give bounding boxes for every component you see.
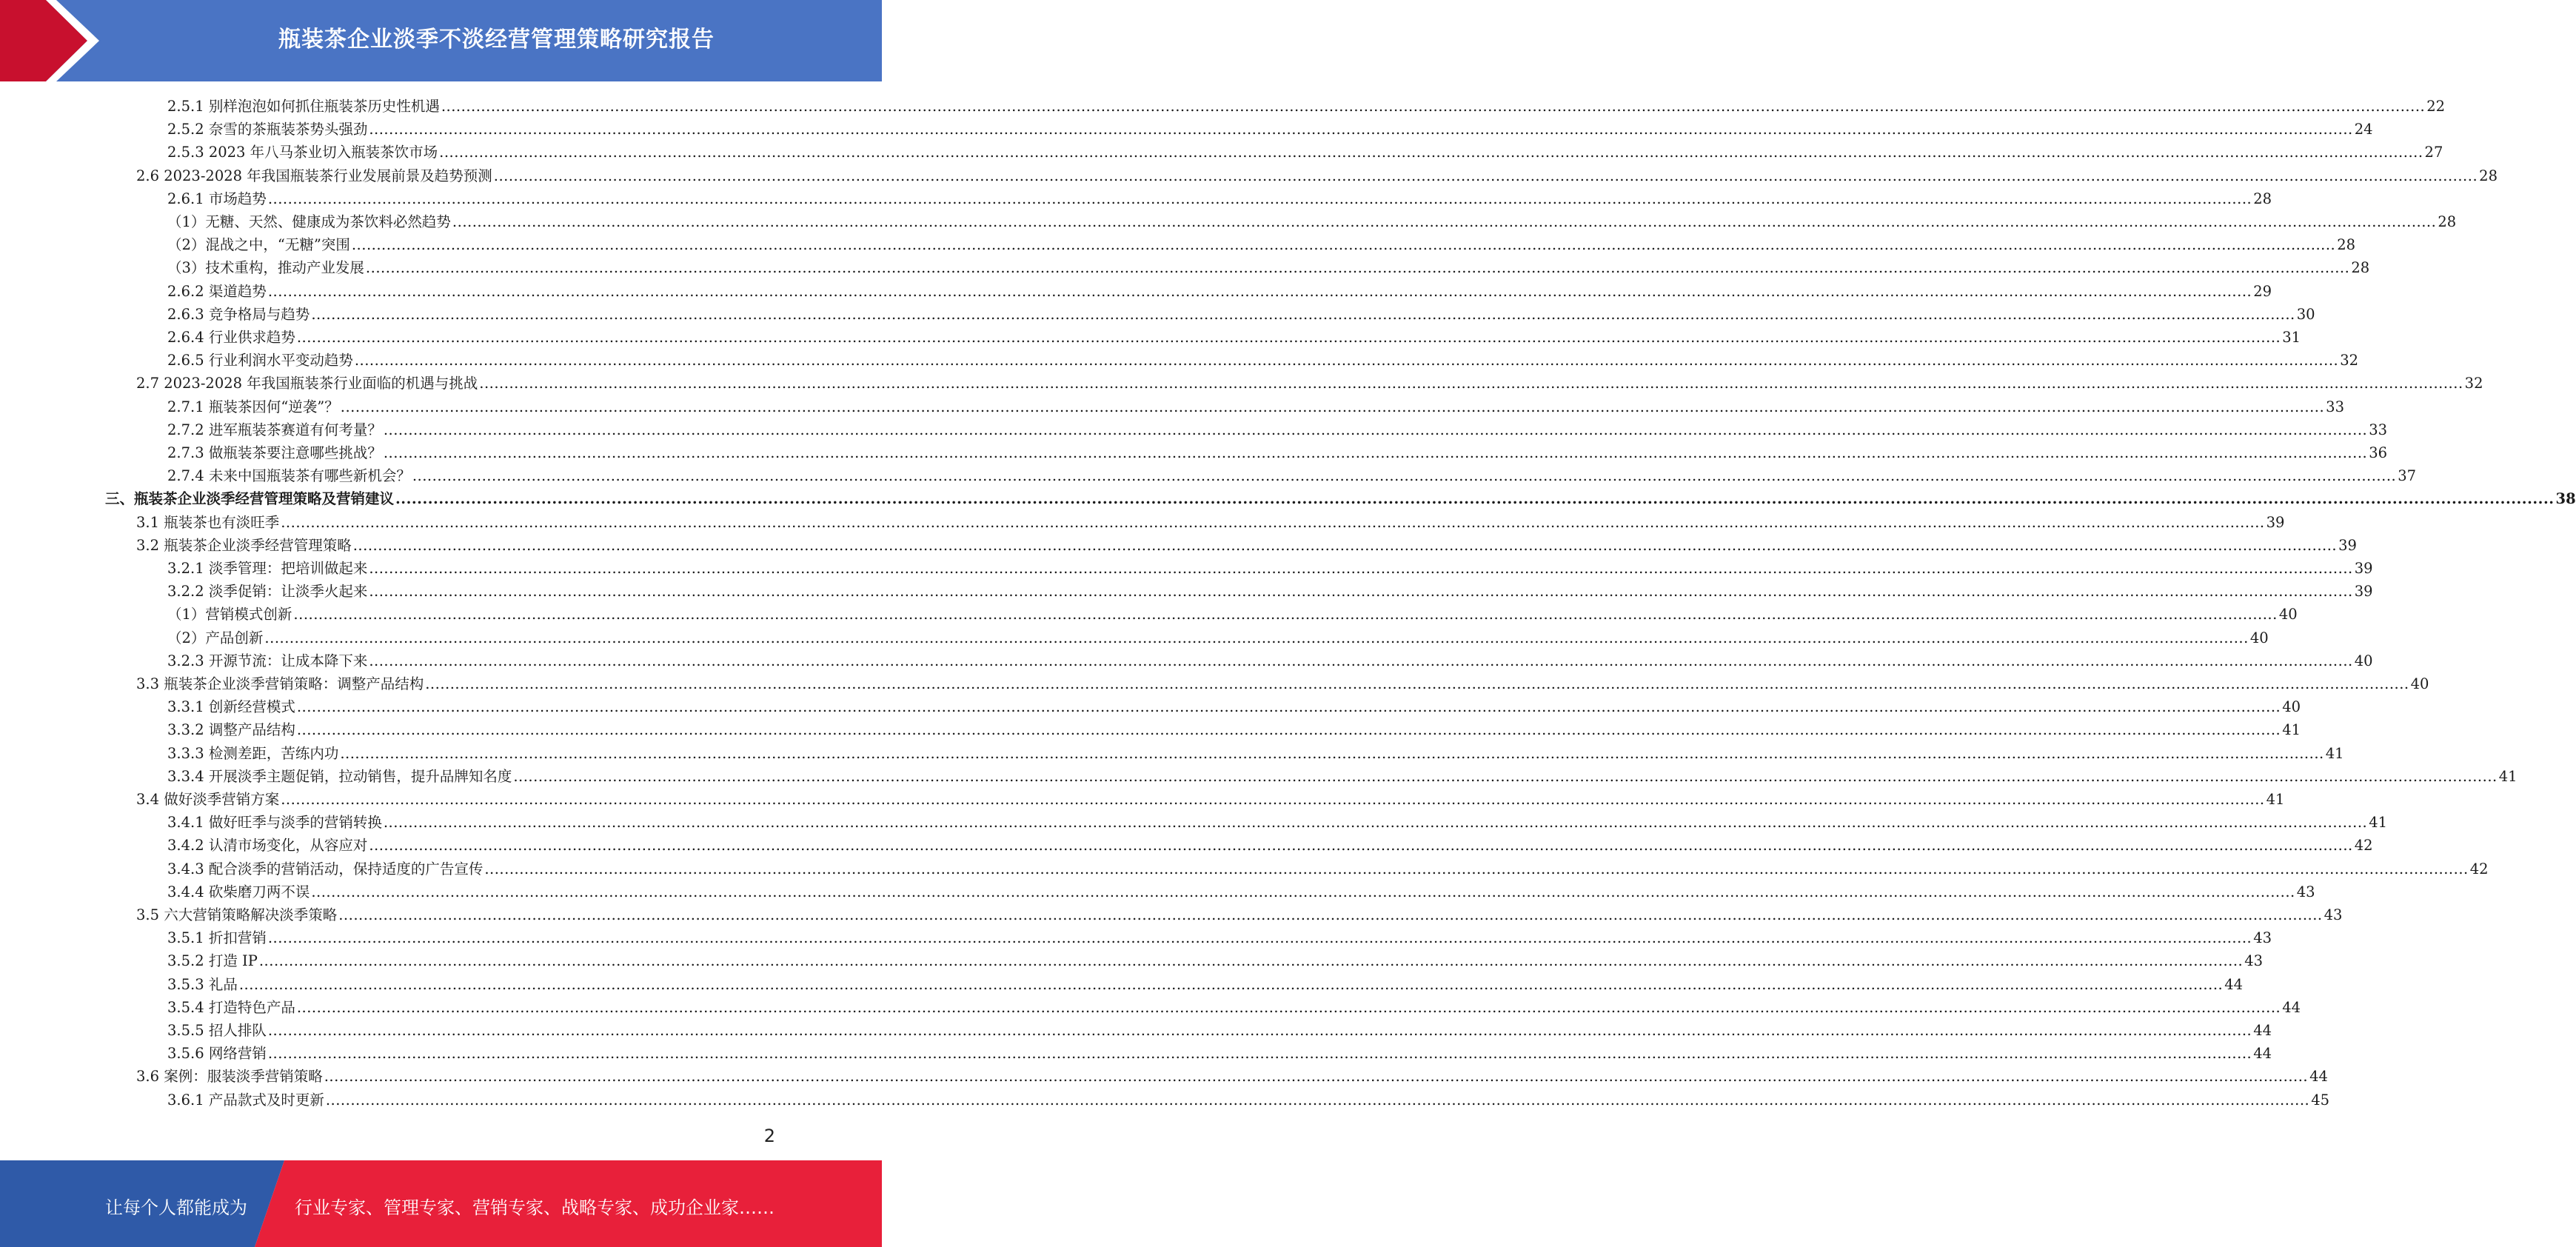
toc-entry[interactable] xyxy=(167,926,2272,949)
toc-entry-page: 28 xyxy=(2337,236,2356,254)
toc-leader-dots: ................................................................................................................................................................................................................................................................................................................................................................................................................ xyxy=(258,952,2244,970)
toc-entry[interactable] xyxy=(167,603,2298,626)
toc-entry-page: 39 xyxy=(2266,513,2285,531)
toc-entry-page: 40 xyxy=(2282,698,2301,716)
toc-entry-page: 41 xyxy=(2266,791,2285,808)
toc-leader-dots: ................................................................................................................................................................................................................................................................................................................................................................................................................ xyxy=(369,583,2353,601)
toc-entry-label: 3.5.5 招人排队 xyxy=(167,1022,267,1039)
toc-entry-page: 43 xyxy=(2324,906,2343,923)
toc-leader-dots: ................................................................................................................................................................................................................................................................................................................................................................................................................ xyxy=(238,975,2224,993)
toc-entry-label: 2.7.3 做瓶装茶要注意哪些挑战？ xyxy=(167,444,382,461)
toc-entry-page: 33 xyxy=(2326,398,2344,415)
toc-entry-page: 41 xyxy=(2282,721,2301,739)
toc-leader-dots: ................................................................................................................................................................................................................................................................................................................................................................................................................ xyxy=(281,513,2265,531)
toc-entry-page: 40 xyxy=(2410,675,2429,692)
toc-entry[interactable] xyxy=(167,303,2315,326)
toc-entry[interactable] xyxy=(167,996,2301,1019)
toc-entry[interactable] xyxy=(167,857,2489,880)
toc-entry-label: 3.6 案例：服装淡季营销策略 xyxy=(136,1068,323,1086)
toc-entry[interactable] xyxy=(136,903,2343,926)
toc-entry[interactable] xyxy=(167,464,2417,487)
toc-leader-dots: ................................................................................................................................................................................................................................................................................................................................................................................................................ xyxy=(383,814,2368,832)
toc-entry-label: 3.4.1 做好旺季与淡季的营销转换 xyxy=(167,814,382,832)
toc-entry[interactable] xyxy=(136,511,2285,534)
toc-entry-page: 28 xyxy=(2479,167,2498,184)
toc-entry[interactable] xyxy=(167,280,2272,303)
toc-leader-dots: ................................................................................................................................................................................................................................................................................................................................................................................................................ xyxy=(296,998,2281,1016)
toc-entry[interactable] xyxy=(167,1019,2272,1042)
toc-entry-page: 37 xyxy=(2398,467,2417,485)
toc-entry-page: 45 xyxy=(2311,1091,2330,1109)
toc-entry-page: 33 xyxy=(2369,421,2388,438)
toc-entry[interactable] xyxy=(167,233,2356,256)
toc-entry-page: 44 xyxy=(2253,1045,2272,1063)
toc-entry[interactable] xyxy=(136,372,2483,395)
toc-entry-label: （2）混战之中，“无糖”突围 xyxy=(167,236,350,254)
footer-slogan-left: 让每个人都能成为 xyxy=(105,1197,247,1218)
toc-entry-label: 3.3.1 创新经营模式 xyxy=(167,698,295,716)
toc-leader-dots: ................................................................................................................................................................................................................................................................................................................................................................................................................ xyxy=(338,906,2323,923)
toc-entry-label: 2.6.1 市场趋势 xyxy=(167,190,267,207)
toc-entry[interactable] xyxy=(136,672,2429,695)
toc-entry-label: 3.6.1 产品款式及时更新 xyxy=(167,1091,324,1109)
toc-entry-page: 41 xyxy=(2369,814,2388,832)
toc-entry-page: 27 xyxy=(2424,144,2443,161)
toc-entry[interactable] xyxy=(167,1042,2272,1065)
toc-entry-page: 42 xyxy=(2469,860,2489,877)
toc-entry[interactable] xyxy=(167,718,2301,741)
toc-entry-page: 44 xyxy=(2253,1022,2272,1039)
toc-entry[interactable] xyxy=(167,626,2269,649)
toc-entry-page: 28 xyxy=(2253,190,2272,207)
toc-leader-dots: ................................................................................................................................................................................................................................................................................................................................................................................................................ xyxy=(441,98,2426,115)
toc-entry-label: 3.2 瓶装茶企业淡季经营管理策略 xyxy=(136,536,352,554)
toc-entry[interactable] xyxy=(167,580,2373,603)
toc-entry[interactable] xyxy=(167,95,2446,118)
toc-entry-page: 40 xyxy=(2278,606,2298,624)
toc-entry-page: 42 xyxy=(2354,837,2373,855)
toc-entry-page: 31 xyxy=(2282,329,2301,346)
toc-entry-page: 41 xyxy=(2325,744,2344,762)
toc-entry[interactable] xyxy=(167,349,2359,372)
toc-leader-dots: ................................................................................................................................................................................................................................................................................................................................................................................................................ xyxy=(264,629,2249,646)
toc-leader-dots: ................................................................................................................................................................................................................................................................................................................................................................................................................ xyxy=(325,1091,2310,1109)
toc-entry-label: 2.6.2 渠道趋势 xyxy=(167,282,267,300)
toc-entry-label: 3.2.2 淡季促销：让淡季火起来 xyxy=(167,583,368,601)
toc-entry[interactable] xyxy=(167,765,2518,788)
toc-leader-dots: ................................................................................................................................................................................................................................................................................................................................................................................................................ xyxy=(369,121,2353,138)
toc-entry-label: 2.7 2023-2028 年我国瓶装茶行业面临的机遇与挑战 xyxy=(136,375,478,392)
toc-entry-label: 2.6.3 竞争格局与趋势 xyxy=(167,305,310,323)
toc-entry-page: 44 xyxy=(2224,975,2244,993)
toc-leader-dots: ................................................................................................................................................................................................................................................................................................................................................................................................................ xyxy=(293,606,2278,624)
toc-entry[interactable] xyxy=(167,695,2301,718)
toc-entry[interactable] xyxy=(167,118,2373,141)
toc-entry-label: 三、瓶装茶企业淡季经营管理策略及营销建议 xyxy=(105,490,395,508)
toc-entry[interactable] xyxy=(167,557,2373,580)
toc-entry[interactable] xyxy=(167,256,2370,279)
toc-entry[interactable] xyxy=(167,649,2373,672)
toc-entry-page: 43 xyxy=(2244,952,2264,970)
toc-entry[interactable] xyxy=(167,834,2373,857)
toc-leader-dots: ................................................................................................................................................................................................................................................................................................................................................................................................................ xyxy=(369,837,2353,855)
toc-entry-label: 3.3.2 调整产品结构 xyxy=(167,721,295,739)
toc-entry-label: 2.6.4 行业供求趋势 xyxy=(167,329,295,346)
toc-entry-label: （3）技术重构，推动产业发展 xyxy=(167,259,364,277)
toc-entry-page: 41 xyxy=(2498,767,2518,785)
toc-entry-label: 3.4.4 砍柴磨刀两不误 xyxy=(167,883,310,900)
toc-entry[interactable] xyxy=(136,788,2285,811)
toc-entry-label: 2.7.1 瓶装茶因何“逆袭”？ xyxy=(167,398,339,415)
toc-entry-page: 28 xyxy=(2351,259,2370,277)
toc-entry-page: 39 xyxy=(2338,536,2357,554)
toc-entry-label: 3.3.3 检测差距，苦练内功 xyxy=(167,744,339,762)
toc-entry[interactable] xyxy=(105,487,2576,510)
toc-leader-dots: ................................................................................................................................................................................................................................................................................................................................................................................................................ xyxy=(383,444,2368,461)
toc-entry-page: 32 xyxy=(2340,352,2359,370)
toc-leader-dots: ................................................................................................................................................................................................................................................................................................................................................................................................................ xyxy=(267,282,2252,300)
toc-entry-label: 2.5.3 2023 年八马茶业切入瓶装茶饮市场 xyxy=(167,144,438,161)
toc-entry-label: 2.5.1 别样泡泡如何抓住瓶装茶历史性机遇 xyxy=(167,98,440,115)
toc-entry-label: 3.1 瓶装茶也有淡旺季 xyxy=(136,513,280,531)
toc-leader-dots: ................................................................................................................................................................................................................................................................................................................................................................................................................ xyxy=(383,421,2368,438)
toc-leader-dots: ................................................................................................................................................................................................................................................................................................................................................................................................................ xyxy=(267,190,2252,207)
toc-entry-label: 3.5.1 折扣营销 xyxy=(167,929,267,947)
toc-entry-label: 3.5.2 打造 IP xyxy=(167,952,258,970)
toc-entry-label: 3.5 六大营销策略解决淡季策略 xyxy=(136,906,338,923)
toc-entry-label: 3.5.3 礼品 xyxy=(167,975,238,993)
toc-leader-dots: ................................................................................................................................................................................................................................................................................................................................................................................................................ xyxy=(324,1068,2309,1086)
page-number: 2 xyxy=(763,1126,775,1146)
toc-leader-dots: ................................................................................................................................................................................................................................................................................................................................................................................................................ xyxy=(296,698,2281,716)
toc-entry[interactable] xyxy=(136,1065,2328,1088)
toc-entry[interactable] xyxy=(136,534,2357,557)
toc-entry-page: 40 xyxy=(2249,629,2269,646)
toc-leader-dots: ................................................................................................................................................................................................................................................................................................................................................................................................................ xyxy=(425,675,2409,692)
toc-entry[interactable] xyxy=(167,742,2344,765)
toc-entry-label: 2.6.5 行业利润水平变动趋势 xyxy=(167,352,353,370)
toc-entry-page: 43 xyxy=(2253,929,2272,947)
toc-entry-page: 28 xyxy=(2438,213,2457,230)
toc-entry[interactable] xyxy=(167,441,2388,464)
toc-leader-dots: ................................................................................................................................................................................................................................................................................................................................................................................................................ xyxy=(439,144,2423,161)
toc-leader-dots: ................................................................................................................................................................................................................................................................................................................................................................................................................ xyxy=(351,236,2336,254)
toc-leader-dots: ................................................................................................................................................................................................................................................................................................................................................................................................................ xyxy=(369,560,2353,577)
toc-leader-dots: ................................................................................................................................................................................................................................................................................................................................................................................................................ xyxy=(311,883,2295,900)
toc-entry[interactable] xyxy=(167,418,2388,441)
page-footer xyxy=(0,1160,882,1247)
toc-leader-dots: ................................................................................................................................................................................................................................................................................................................................................................................................................ xyxy=(484,860,2469,877)
toc-entry-label: 3.5.6 网络营销 xyxy=(167,1045,267,1063)
toc-entry-page: 29 xyxy=(2253,282,2272,300)
toc-entry[interactable] xyxy=(167,210,2457,233)
toc-entry-label: 2.5.2 奈雪的茶瓶装茶势头强劲 xyxy=(167,121,368,138)
toc-entry-page: 39 xyxy=(2354,560,2373,577)
footer-slogan-right: 行业专家、管理专家、营销专家、战略专家、成功企业家…… xyxy=(295,1197,775,1218)
toc-entry[interactable] xyxy=(167,326,2301,349)
toc-entry-page: 44 xyxy=(2309,1068,2328,1086)
toc-leader-dots: ................................................................................................................................................................................................................................................................................................................................................................................................................ xyxy=(296,721,2281,739)
toc-entry[interactable] xyxy=(167,187,2272,210)
toc-leader-dots: ................................................................................................................................................................................................................................................................................................................................................................................................................ xyxy=(296,329,2281,346)
toc-entry-page: 32 xyxy=(2464,375,2483,392)
toc-leader-dots: ................................................................................................................................................................................................................................................................................................................................................................................................................ xyxy=(513,767,2498,785)
toc-leader-dots: ................................................................................................................................................................................................................................................................................................................................................................................................................ xyxy=(311,305,2295,323)
toc-entry-label: 3.4.2 认清市场变化，从容应对 xyxy=(167,837,368,855)
toc-leader-dots: ................................................................................................................................................................................................................................................................................................................................................................................................................ xyxy=(395,490,2555,508)
toc-entry-label: 3.2.3 开源节流：让成本降下来 xyxy=(167,652,368,669)
toc-entry-label: 3.3 瓶装茶企业淡季营销策略：调整产品结构 xyxy=(136,675,424,692)
toc-entry-page: 30 xyxy=(2296,305,2315,323)
toc-leader-dots: ................................................................................................................................................................................................................................................................................................................................................................................................................ xyxy=(340,398,2325,415)
toc-entry-label: （2）产品创新 xyxy=(167,629,264,646)
toc-entry-label: 3.2.1 淡季管理：把培训做起来 xyxy=(167,560,368,577)
toc-leader-dots: ................................................................................................................................................................................................................................................................................................................................................................................................................ xyxy=(412,467,2397,485)
header-chevron-decoration xyxy=(0,0,118,81)
toc-leader-dots: ................................................................................................................................................................................................................................................................................................................................................................................................................ xyxy=(452,213,2437,230)
toc-leader-dots: ................................................................................................................................................................................................................................................................................................................................................................................................................ xyxy=(267,1022,2252,1039)
toc-entry-label: 3.5.4 打造特色产品 xyxy=(167,998,295,1016)
toc-entry-label: 3.3.4 开展淡季主题促销，拉动销售，提升品牌知名度 xyxy=(167,767,512,785)
toc-entry-page: 22 xyxy=(2426,98,2446,115)
toc-entry[interactable] xyxy=(167,973,2244,996)
page-header xyxy=(0,0,882,81)
toc-leader-dots: ................................................................................................................................................................................................................................................................................................................................................................................................................ xyxy=(281,791,2265,808)
toc-leader-dots: ................................................................................................................................................................................................................................................................................................................................................................................................................ xyxy=(493,167,2478,184)
toc-leader-dots: ................................................................................................................................................................................................................................................................................................................................................................................................................ xyxy=(365,259,2350,277)
toc-entry-label: 2.6 2023-2028 年我国瓶装茶行业发展前景及趋势预测 xyxy=(136,167,492,184)
toc-leader-dots: ................................................................................................................................................................................................................................................................................................................................................................................................................ xyxy=(340,744,2324,762)
toc-entry-page: 36 xyxy=(2369,444,2388,461)
document-title: 瓶装茶企业淡季不淡经营管理策略研究报告 xyxy=(278,27,715,53)
toc-entry[interactable] xyxy=(167,395,2344,418)
toc-entry[interactable] xyxy=(136,164,2498,187)
toc-entry-label: （1）无糖、天然、健康成为茶饮料必然趋势 xyxy=(167,213,451,230)
toc-leader-dots: ................................................................................................................................................................................................................................................................................................................................................................................................................ xyxy=(354,352,2339,370)
toc-entry[interactable] xyxy=(167,949,2264,972)
toc-entry[interactable] xyxy=(167,141,2443,164)
toc-entry-label: 3.4.3 配合淡季的营销活动，保持适度的广告宣传 xyxy=(167,860,484,877)
toc-entry[interactable] xyxy=(167,1089,2330,1111)
toc-entry-page: 40 xyxy=(2354,652,2373,669)
toc-leader-dots: ................................................................................................................................................................................................................................................................................................................................................................................................................ xyxy=(479,375,2463,392)
toc-entry-label: 2.7.4 未来中国瓶装茶有哪些新机会？ xyxy=(167,467,411,485)
toc-leader-dots: ................................................................................................................................................................................................................................................................................................................................................................................................................ xyxy=(369,652,2353,669)
toc-leader-dots: ................................................................................................................................................................................................................................................................................................................................................................................................................ xyxy=(267,929,2252,947)
toc-entry[interactable] xyxy=(167,811,2388,834)
toc-leader-dots: ................................................................................................................................................................................................................................................................................................................................................................................................................ xyxy=(267,1045,2252,1063)
toc-entry-page: 39 xyxy=(2354,583,2373,601)
toc-entry-label: （1）营销模式创新 xyxy=(167,606,292,624)
toc-leader-dots: ................................................................................................................................................................................................................................................................................................................................................................................................................ xyxy=(352,536,2338,554)
toc-entry-page: 43 xyxy=(2296,883,2315,900)
toc-entry[interactable] xyxy=(167,880,2315,903)
toc-entry-label: 2.7.2 进军瓶装茶赛道有何考量？ xyxy=(167,421,382,438)
toc-entry-page: 24 xyxy=(2354,121,2373,138)
toc-entry-page: 44 xyxy=(2282,998,2301,1016)
toc-entry-label: 3.4 做好淡季营销方案 xyxy=(136,791,280,808)
toc-entry-page: 38 xyxy=(2555,490,2576,508)
